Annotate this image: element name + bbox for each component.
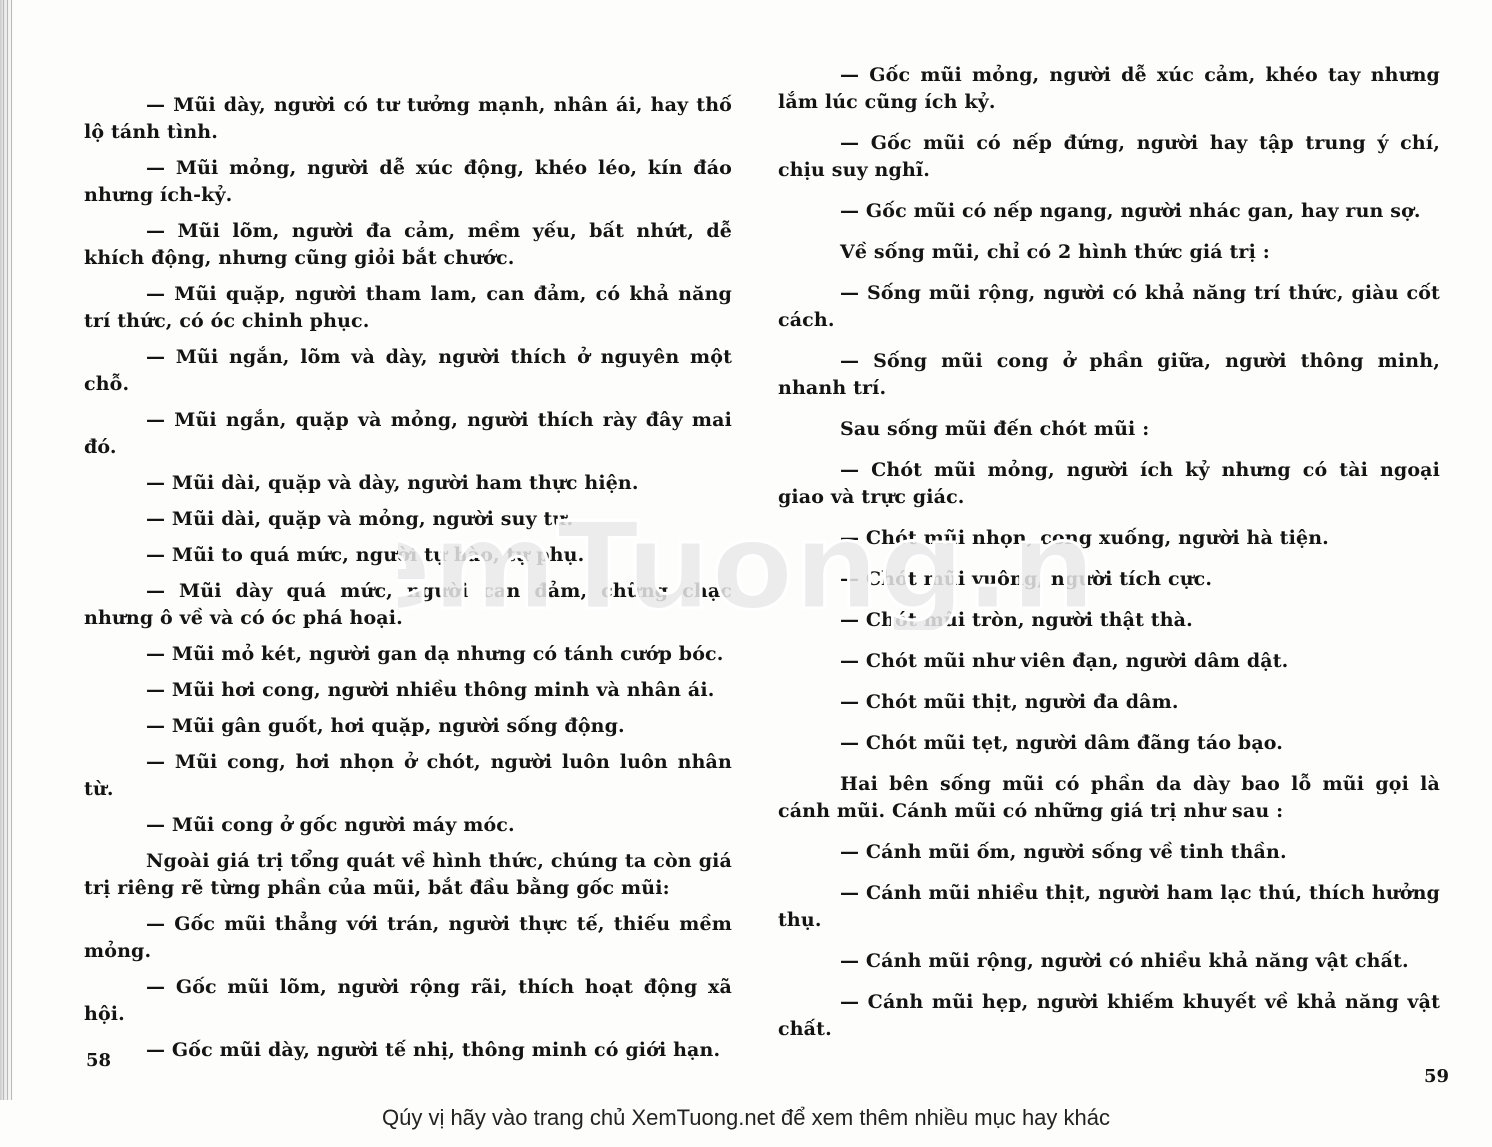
paragraph: — Mũi mỏng, người dễ xúc động, khéo léo, kín đáo nhưng ích-kỷ. xyxy=(84,157,732,206)
paragraph: — Chót mũi nhọn, cong xuống, người hà tiện. xyxy=(840,527,1329,549)
paragraph: — Gốc mũi lõm, người rộng rãi, thích hoạt động xã hội. xyxy=(84,976,732,1025)
paragraph: — Gốc mũi có nếp đứng, người hay tập trung ý chí, chịu suy nghĩ. xyxy=(778,132,1440,181)
paragraph: — Chót mũi mỏng, người ích kỷ nhưng có tài ngoại giao và trực giác. xyxy=(778,459,1440,508)
paragraph: — Chót mũi vuông, người tích cực. xyxy=(840,568,1213,590)
paragraph: Ngoài giá trị tổng quát về hình thức, chúng ta còn giá trị riêng rẽ từng phần của mũi, bắt đầu bằng gốc mũi: xyxy=(84,850,732,899)
paragraph: — Mũi quặp, người tham lam, can đảm, có khả năng trí thức, có óc chinh phục. xyxy=(84,283,732,332)
paragraph: — Cánh mũi hẹp, người khiếm khuyết về khả năng vật chất. xyxy=(778,991,1440,1040)
paragraph: Về sống mũi, chỉ có 2 hình thức giá trị : xyxy=(840,241,1270,263)
paragraph: — Mũi ngắn, lõm và dày, người thích ở nguyên một chỗ. xyxy=(84,346,732,395)
right-page xyxy=(778,62,1440,1057)
paragraph: — Sống mũi cong ở phần giữa, người thông minh, nhanh trí. xyxy=(778,350,1440,399)
left-page xyxy=(84,92,732,1073)
paragraph: — Mũi ngắn, quặp và mỏng, người thích rày đây mai đó. xyxy=(84,409,732,458)
paragraph: — Chót mũi như viên đạn, người dâm dật. xyxy=(840,650,1289,672)
paragraph: — Mũi cong ở gốc người máy móc. xyxy=(146,814,515,836)
paragraph: — Chót mũi tròn, người thật thà. xyxy=(840,609,1193,631)
paragraph: — Gốc mũi có nếp ngang, người nhác gan, hay run sợ. xyxy=(840,200,1421,222)
paragraph: — Mũi gân guốt, hơi quặp, người sống động. xyxy=(146,715,625,737)
paragraph: — Cánh mũi rộng, người có nhiều khả năng vật chất. xyxy=(840,950,1409,972)
page-number-right: 59 xyxy=(1424,1066,1450,1087)
paragraph: — Mũi to quá mức, người tự hào, tự phụ. xyxy=(146,544,585,566)
paragraph: — Mũi dày, người có tư tưởng mạnh, nhân ái, hay thố lộ tánh tình. xyxy=(84,94,732,143)
paragraph: Sau sống mũi đến chót mũi : xyxy=(840,418,1150,440)
paragraph: — Mũi lõm, người đa cảm, mềm yếu, bất nhứt, dễ khích động, nhưng cũng giỏi bắt chước. xyxy=(84,220,732,269)
paragraph: — Chót mũi tẹt, người dâm đãng táo bạo. xyxy=(840,732,1284,754)
paragraph: — Gốc mũi dày, người tế nhị, thông minh có giới hạn. xyxy=(146,1039,721,1061)
paragraph: — Sống mũi rộng, người có khả năng trí thức, giàu cốt cách. xyxy=(778,282,1440,331)
footer-link[interactable]: Qúy vị hãy vào trang chủ XemTuong.net để xem thêm nhiều mục hay khác xyxy=(381,1105,1111,1130)
paragraph: Hai bên sống mũi có phần da dày bao lỗ mũi gọi là cánh mũi. Cánh mũi có những giá trị như sau : xyxy=(778,773,1440,822)
binding-lines xyxy=(0,0,18,1100)
watermark-text: mTuong.n xyxy=(431,500,1096,630)
paragraph: — Mũi cong, hơi nhọn ở chót, người luôn luôn nhân từ. xyxy=(84,751,732,800)
paragraph: — Gốc mũi thẳng với trán, người thực tế, thiếu mềm mỏng. xyxy=(84,913,732,962)
paragraph: — Mũi dày quá mức, người can đảm, chững chạc nhưng ô về và có óc phá hoại. xyxy=(84,580,732,629)
paragraph: — Mũi dài, quặp và mỏng, người suy tư. xyxy=(146,508,574,530)
paragraph: — Mũi hơi cong, người nhiều thông minh và nhân ái. xyxy=(146,679,715,701)
paragraph: — Gốc mũi mỏng, người dễ xúc cảm, khéo tay nhưng lắm lúc cũng ích kỷ. xyxy=(778,64,1440,113)
paragraph: — Cánh mũi nhiều thịt, người ham lạc thú, thích hưởng thụ. xyxy=(778,882,1440,931)
paragraph: — Mũi mỏ két, người gan dạ nhưng có tánh cướp bóc. xyxy=(146,643,724,665)
paragraph: — Mũi dài, quặp và dày, người ham thực hiện. xyxy=(146,472,639,494)
paragraph: — Chót mũi thịt, người đa dâm. xyxy=(840,691,1179,713)
page-number-left: 58 xyxy=(86,1050,112,1071)
paragraph: — Cánh mũi ốm, người sống về tinh thần. xyxy=(840,841,1287,863)
